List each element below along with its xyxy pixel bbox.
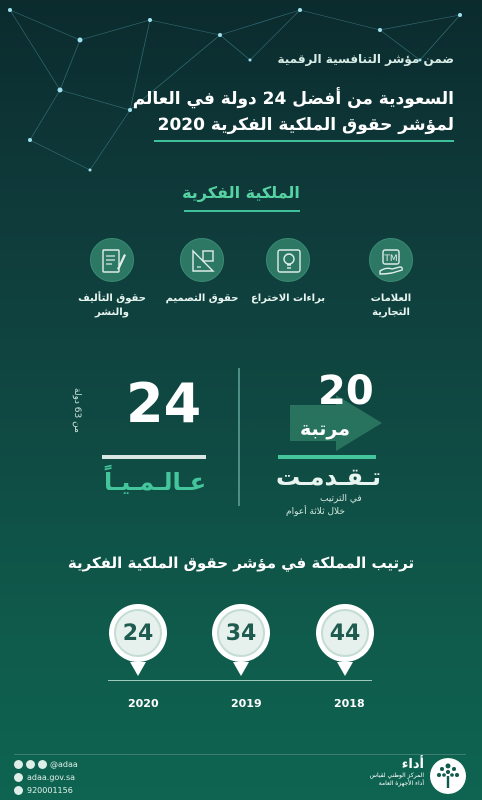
footer-divider [14,754,466,755]
divider [184,210,300,212]
rank-value: 34 [217,609,265,657]
rank-pin-2018 [316,604,374,676]
category-label: حقوق التصميم [165,293,239,304]
instagram-icon[interactable] [26,760,35,769]
progress-sub-1: في الترتيب [320,494,362,504]
website-row [14,773,75,782]
category-design [162,238,242,306]
rank-year: 2018 [334,697,365,710]
lightbulb-blueprint-icon [266,238,310,282]
trademark-hand-icon [369,238,413,282]
ranking-title: ترتيب المملكة في مؤشر حقوق الملكية الفكرية [67,554,415,572]
brand-sub-2: أداء الأجهزة العامة [378,780,424,787]
twitter-icon[interactable] [14,760,23,769]
section-title: الملكية الفكرية [182,183,300,202]
category-trademarks [351,238,431,320]
category-label: حقوق التأليف والنشر [78,293,146,318]
page-title [54,86,454,138]
progress-word: تـقـدمـت [276,463,382,491]
rank-year: 2019 [231,697,262,710]
global-rank-number: 24 [126,372,202,435]
category-label: العلامات التجارية [370,293,412,318]
divider [154,140,454,142]
category-copyright [72,238,152,320]
rank-number: 20 [318,368,374,414]
rank-value: 44 [321,609,369,657]
progress-sub-2: خلال ثلاثة أعوام [286,507,345,517]
design-tools-icon [180,238,224,282]
category-label: براءات الاختراع [250,293,326,304]
brand-block [368,757,424,788]
rank-pin-2019 [212,604,270,676]
rank-pin-2020 [109,604,167,676]
youtube-icon[interactable] [38,760,47,769]
social-row [14,760,78,769]
rank-year: 2020 [128,697,159,710]
accent-bar [102,455,206,459]
global-word: عـالـمـيـاً [104,468,207,496]
headline-line-2: لمؤشر حقوق الملكية الفكرية 2020 [157,115,454,135]
pen-paper-icon [90,238,134,282]
accent-bar [278,455,376,459]
brand-sub-1: المركز الوطني لقياس [369,772,424,779]
headline-line-1: السعودية من أفضل 24 دولة في العالم [132,89,454,109]
globe-icon [14,773,23,782]
category-patents [248,238,328,306]
website-link[interactable]: adaa.gov.sa [27,773,76,782]
svg-text:TM: TM [384,254,398,264]
logo-icon [430,758,466,794]
brand-name: أداء [401,757,424,772]
kicker-text: ضمن مؤشر التنافسية الرقمية [277,52,454,66]
vertical-divider [238,368,240,506]
phone-number[interactable]: 920001156 [27,786,73,795]
global-of-text: من 63 دولة [72,388,82,433]
phone-row [14,786,73,795]
social-handle[interactable]: @adaa [50,760,78,769]
timeline-line [108,680,372,681]
rank-value: 24 [114,609,162,657]
phone-icon [14,786,23,795]
rank-word: مرتبة [300,418,350,440]
